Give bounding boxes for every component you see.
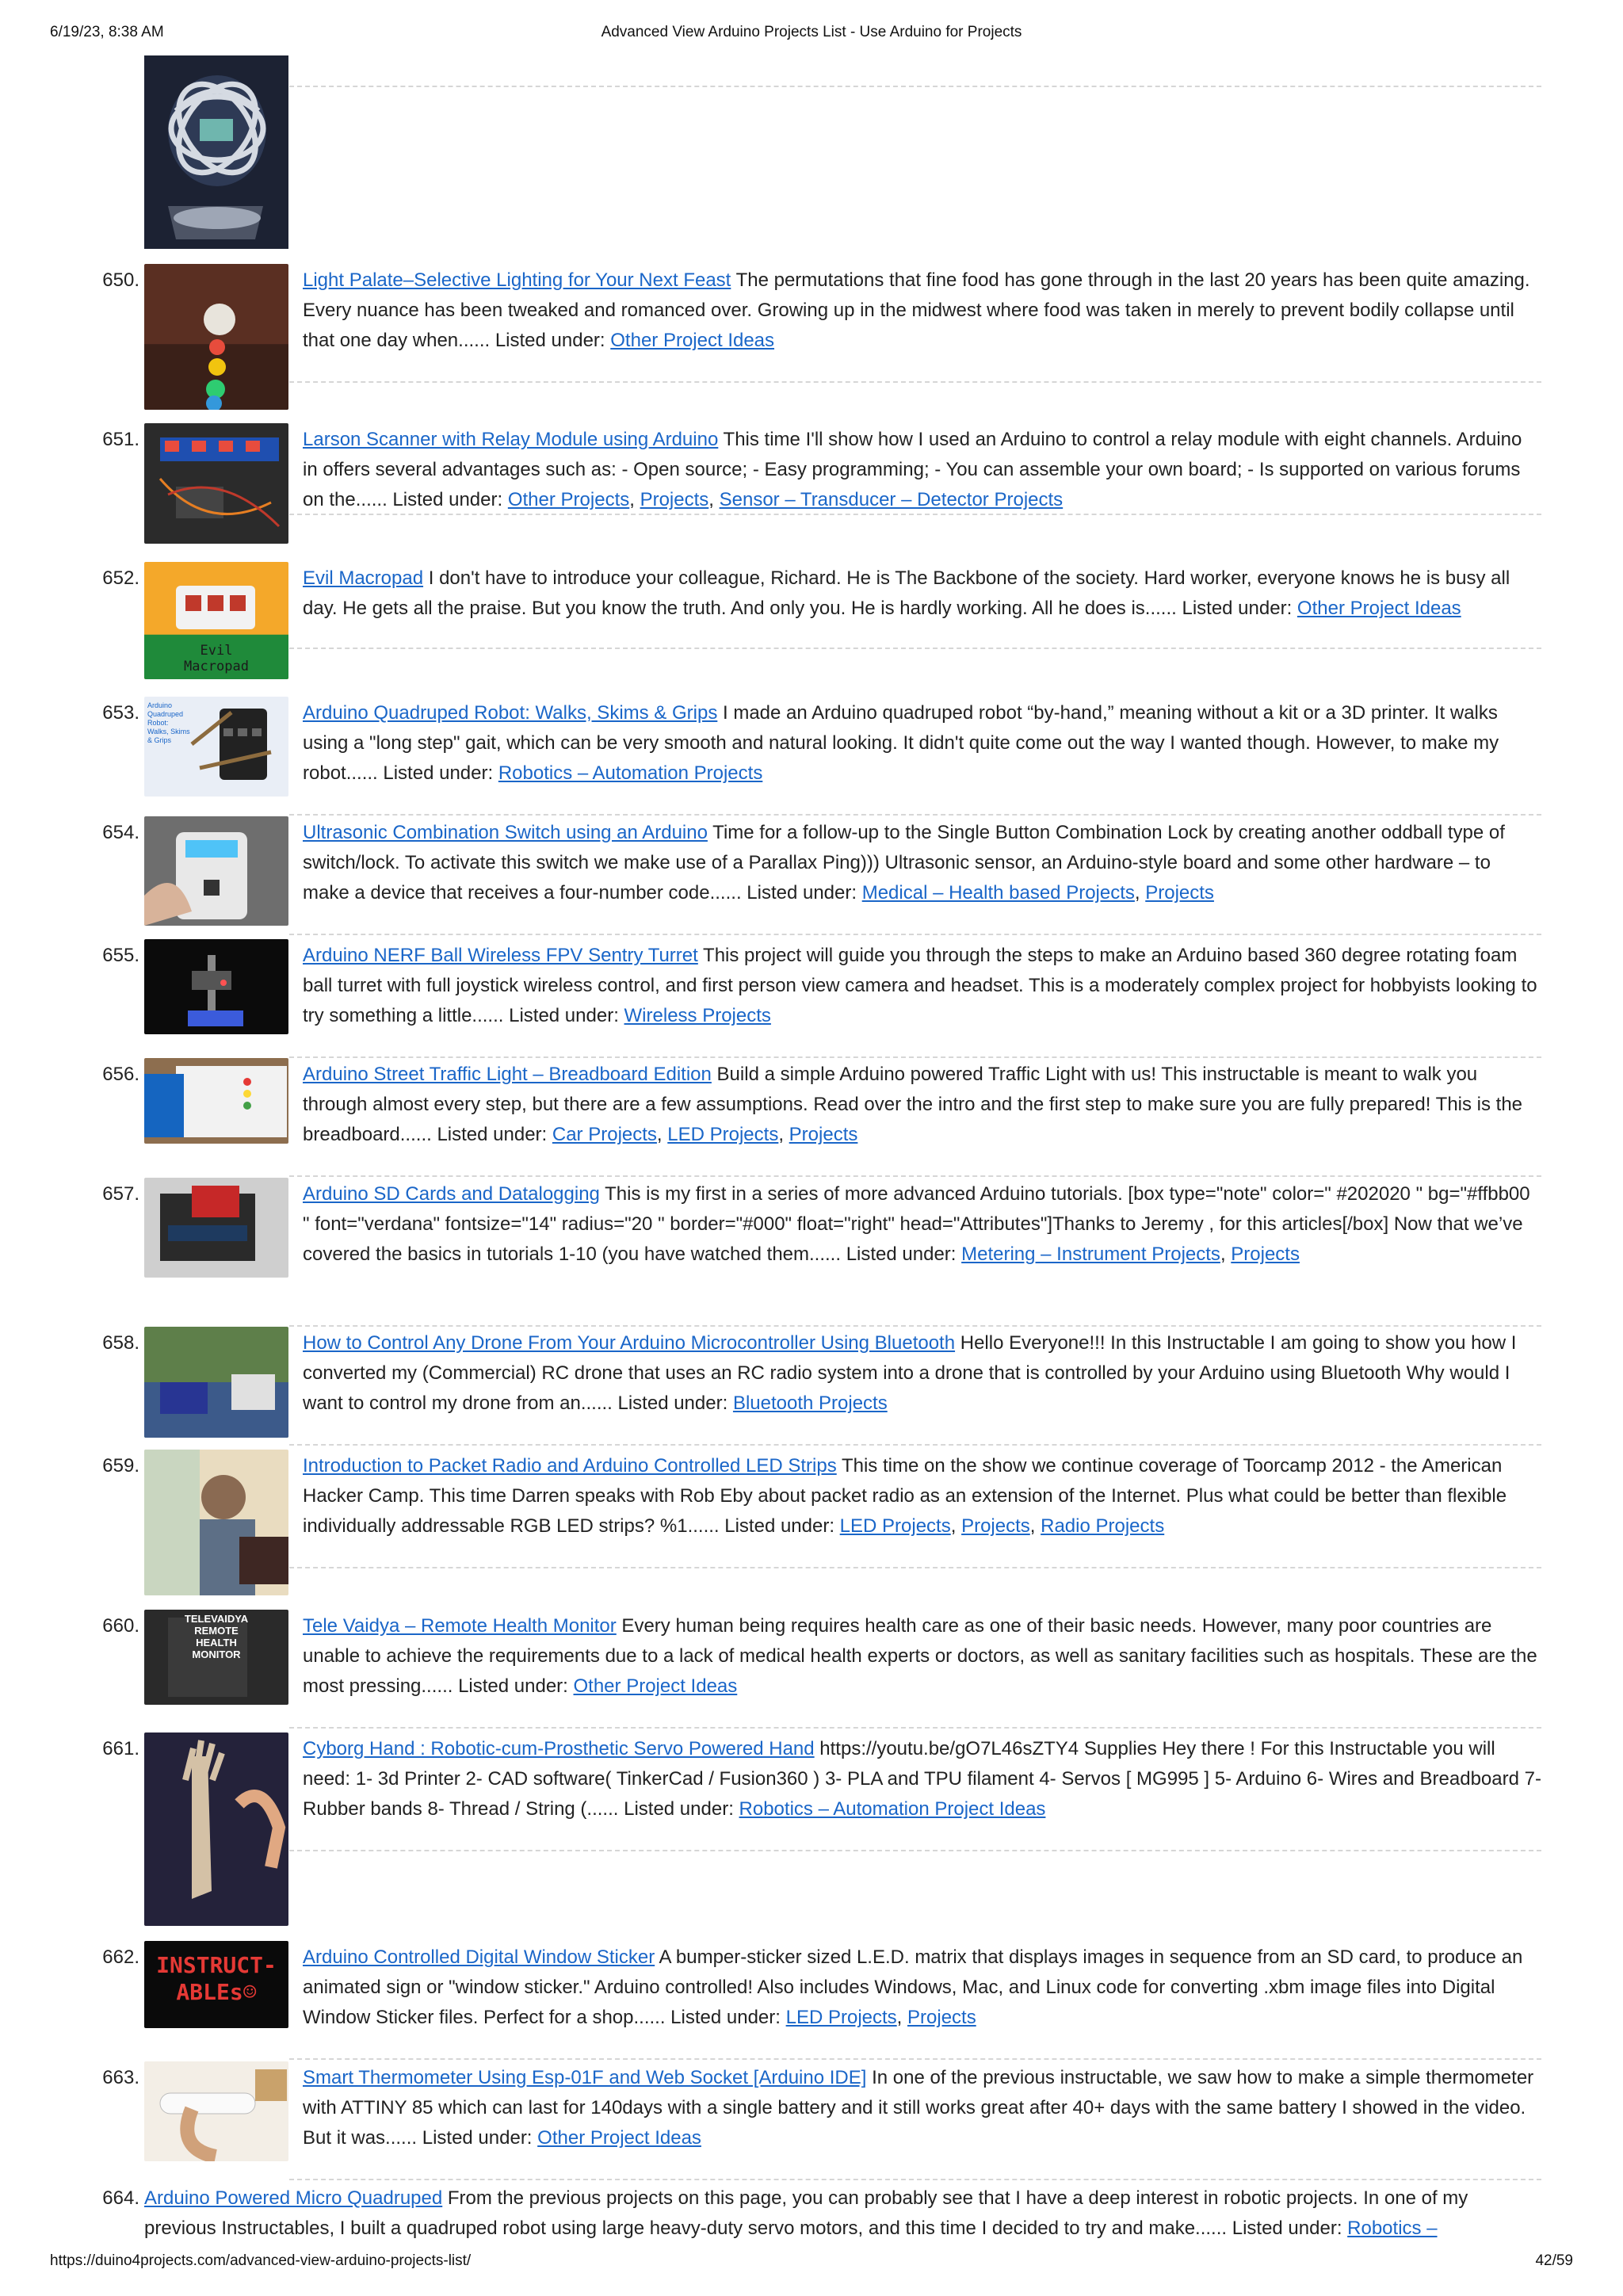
- project-title-link[interactable]: Arduino Street Traffic Light – Breadboard Edition: [303, 1064, 712, 1085]
- project-description: Build a simple Arduino powered Traffic Light with us! This instructable is meant to walk you through almost every step, but there are a few assumptions. Read over the intro and the first step to make sure you are fully prepared! This is the breadboard...... Listed under:: [303, 1064, 1523, 1145]
- category-link[interactable]: LED Projects: [785, 2007, 897, 2028]
- entry-thumbnail[interactable]: [144, 562, 288, 679]
- entry-thumbnail[interactable]: [144, 1058, 288, 1144]
- project-description: This time on the show we continue coverage of Toorcamp 2012 - the American Hacker Camp. This time Darren speaks with Rob Eby about packet radio as an extension of the Internet. Plus what could be better than flexible individually addressable RGB LED strips? %1...... Listed under:: [303, 1455, 1507, 1537]
- project-title-link[interactable]: Larson Scanner with Relay Module using Arduino: [303, 429, 719, 450]
- entry-divider: [289, 1850, 1541, 1851]
- print-url: https://duino4projects.com/advanced-view-arduino-projects-list/: [50, 2252, 472, 2269]
- entry-thumbnail[interactable]: [144, 1450, 288, 1595]
- category-separator: ,: [950, 1515, 962, 1537]
- entry-text: [303, 1060, 1541, 1150]
- category-link[interactable]: Other Project Ideas: [573, 1675, 738, 1697]
- category-link[interactable]: Robotics –: [1347, 2218, 1438, 2239]
- entry-divider: [289, 1567, 1541, 1568]
- thumbnail-caption: TELEVAIDYA REMOTE HEALTH MONITOR: [184, 1613, 249, 1660]
- category-link[interactable]: Projects: [907, 2007, 976, 2028]
- category-separator: ,: [708, 489, 720, 510]
- entry-number: 664.: [102, 2187, 139, 2209]
- entry-text: [303, 941, 1541, 1031]
- entry-divider: [289, 934, 1541, 935]
- print-page-title: Advanced View Arduino Projects List - Use Arduino for Projects: [601, 24, 1022, 40]
- entry-thumbnail-continued[interactable]: [144, 55, 288, 249]
- entry-text: [303, 563, 1541, 624]
- entry-thumbnail[interactable]: [144, 1327, 288, 1438]
- entry-number: 662.: [102, 1946, 139, 1968]
- project-title-link[interactable]: Cyborg Hand : Robotic-cum-Prosthetic Servo Powered Hand: [303, 1738, 815, 1759]
- entry-text: [303, 1734, 1541, 1824]
- thumbnail-caption: Arduino Quadruped Robot: Walks, Skims & Grips: [147, 701, 190, 744]
- entry-divider: [289, 1056, 1541, 1058]
- category-separator: ,: [1134, 882, 1146, 904]
- entry-divider: [289, 1325, 1541, 1327]
- project-description: The permutations that fine food has gone through in the last 20 years has been quite amazing. Every nuance has been tweaked and romanced over. Growing up in the midwest where food was taken in merely to prevent bodily collapse until that one day when...... Listed under:: [303, 269, 1530, 351]
- project-description: I don't have to introduce your colleague, Richard. He is The Backbone of the society. Hard worker, everyone knows he is busy all day. He gets all the praise. But you know the truth. And only you. He is hardly working. All he does is...... Listed under:: [303, 567, 1510, 619]
- entry-text: [144, 2183, 1541, 2244]
- category-link[interactable]: Projects: [1145, 882, 1214, 904]
- category-link[interactable]: Bluetooth Projects: [732, 1392, 888, 1414]
- entry-thumbnail[interactable]: [144, 816, 288, 926]
- entry-text: [303, 1943, 1541, 2033]
- entry-number: 655.: [102, 945, 139, 966]
- entry-text: [303, 266, 1541, 356]
- entry-thumbnail[interactable]: [144, 2061, 288, 2161]
- project-title-link[interactable]: Arduino SD Cards and Datalogging: [303, 1183, 600, 1205]
- category-link[interactable]: Radio Projects: [1041, 1515, 1165, 1537]
- category-link[interactable]: LED Projects: [839, 1515, 951, 1537]
- entry-text: [303, 1328, 1541, 1419]
- entry-divider: [289, 86, 1541, 87]
- category-link[interactable]: Projects: [961, 1515, 1030, 1537]
- entry-divider: [289, 1175, 1541, 1177]
- category-link[interactable]: Other Projects: [507, 489, 630, 510]
- category-separator: ,: [778, 1124, 789, 1145]
- category-link[interactable]: Other Project Ideas: [537, 2127, 701, 2149]
- entry-text: [303, 1611, 1541, 1702]
- entry-number: 651.: [102, 429, 139, 450]
- entry-thumbnail[interactable]: [144, 1178, 288, 1278]
- entry-divider: [289, 2058, 1541, 2060]
- entry-divider: [289, 1444, 1541, 1446]
- project-description: In one of the previous instructable, we saw how to make a simple thermometer with ATTINY 85 which can last for 140days with a single battery and it still works great after 40+ days with the same battery I showed in the video. But it was...... Listed under:: [303, 2067, 1534, 2149]
- category-separator: ,: [896, 2007, 908, 2028]
- entry-thumbnail[interactable]: [144, 423, 288, 544]
- project-title-link[interactable]: Smart Thermometer Using Esp-01F and Web Socket [Arduino IDE]: [303, 2067, 867, 2088]
- category-link[interactable]: Robotics – Automation Projects: [498, 762, 763, 784]
- category-link[interactable]: Wireless Projects: [624, 1005, 771, 1026]
- category-link[interactable]: Sensor – Transducer – Detector Projects: [719, 489, 1064, 510]
- entry-number: 661.: [102, 1738, 139, 1759]
- project-description: A bumper-sticker sized L.E.D. matrix that displays images in sequence from an SD card, to produce an animated sign or "window sticker." Arduino controlled! Also includes Windows, Mac, and Linux code for converting .xbm image files into Digital Window Sticker files. Perfect for a shop...... Listed under:: [303, 1946, 1523, 2028]
- category-link[interactable]: Other Project Ideas: [1296, 598, 1461, 619]
- project-description: This is my first in a series of more advanced Arduino tutorials. [box type="note" color=" #202020 " bg="#ffbb00 " font="verdana" fontsize="14" radius="20 " border="#000" float="right" head="Attributes"]Thanks to Jeremy , for this articles[/box] Now that we’ve covered the basics in tutorials 1-10 (you have watched them...... Listed under:: [303, 1183, 1530, 1265]
- entry-number: 654.: [102, 822, 139, 843]
- project-title-link[interactable]: Introduction to Packet Radio and Arduino Controlled LED Strips: [303, 1455, 837, 1477]
- project-description: This time I'll show how I used an Arduino to control a relay module with eight channels. Arduino in offers several advantages such as: - Open source; - Easy programming; - You can assemble your own board; - Is supported on various forums on the...... Listed under:: [303, 429, 1522, 510]
- category-separator: ,: [1220, 1244, 1232, 1265]
- entry-number: 663.: [102, 2067, 139, 2088]
- project-description: Time for a follow-up to the Single Button Combination Lock by creating another oddball type of switch/lock. To activate this switch we make use of a Parallax Ping))) Ultrasonic sensor, an Arduino-style board and some other hardware – to make a device that receives a four-number code...... Listed under:: [303, 822, 1505, 904]
- entry-text: [303, 2063, 1541, 2153]
- print-datetime: 6/19/23, 8:38 AM: [50, 24, 164, 40]
- project-description: From the previous projects on this page, you can probably see that I have a deep interest in robotic projects. In one of my previous Instructables, I built a quadruped robot using large heavy-duty servo motors, and this time I decided to try and make...... Listed under:: [144, 2187, 1468, 2239]
- entry-text: [303, 1179, 1541, 1270]
- entry-number: 658.: [102, 1332, 139, 1354]
- entry-thumbnail[interactable]: [144, 1610, 288, 1705]
- entry-number: 657.: [102, 1183, 139, 1205]
- entry-text: [303, 1451, 1541, 1541]
- category-link[interactable]: Projects: [789, 1124, 858, 1145]
- print-page-number: 42/59: [1535, 2252, 1573, 2269]
- project-title-link[interactable]: Arduino Controlled Digital Window Sticker: [303, 1946, 655, 1968]
- category-separator: ,: [629, 489, 640, 510]
- project-title-link[interactable]: Evil Macropad: [303, 567, 424, 589]
- project-title-link[interactable]: Arduino Powered Micro Quadruped: [144, 2187, 443, 2209]
- entry-divider: [289, 648, 1541, 649]
- category-link[interactable]: Other Project Ideas: [610, 330, 775, 351]
- entry-text: [303, 818, 1541, 908]
- project-description: Hello Everyone!!! In this Instructable I am going to show you how I converted my (Commercial) RC drone that uses an RC radio system into a drone that is controlled by your Arduino using Bluetooth Why would I want to control my drone from an...... Listed under:: [303, 1332, 1517, 1414]
- project-description: I made an Arduino quadruped robot “by-hand,” meaning without a kit or a 3D printer. It walks using a "long step" gait, which can be very smooth and natural looking. It didn't quite come out the way I wanted though. However, to make my robot...... Listed under:: [303, 702, 1499, 784]
- entry-divider: [289, 381, 1541, 383]
- project-title-link[interactable]: Ultrasonic Combination Switch using an Arduino: [303, 822, 708, 843]
- entry-text: [303, 425, 1541, 515]
- project-description: This project will guide you through the steps to make an Arduino based 360 degree rotating foam ball turret with full joystick wireless control, and first person view camera and headset. This is a moderately complex project for hobbyists looking to try something a little...... Listed under:: [303, 945, 1537, 1026]
- thumbnail-caption: INSTRUCT- ABLEs☺: [156, 1952, 277, 2005]
- entry-number: 652.: [102, 567, 139, 589]
- thumbnail-caption: Evil Macropad: [184, 643, 249, 674]
- category-link[interactable]: Projects: [640, 489, 709, 510]
- category-link[interactable]: Projects: [1231, 1244, 1300, 1265]
- project-description: https://youtu.be/gO7L46sZTY4 Supplies Hey there ! For this Instructable you will need: 1- 3d Printer 2- CAD software( TinkerCad / Fusion360 ) 3- PLA and TPU filament 4- Servos [ MG995 ] 5- Arduino 6- Wires and Breadboard 7- Rubber bands 8- Thread / String (...... Listed under:: [303, 1738, 1541, 1820]
- project-title-link[interactable]: Arduino Quadruped Robot: Walks, Skims & Grips: [303, 702, 718, 724]
- entry-thumbnail[interactable]: [144, 939, 288, 1034]
- project-title-link[interactable]: Tele Vaidya – Remote Health Monitor: [303, 1615, 617, 1637]
- entry-number: 656.: [102, 1064, 139, 1085]
- entry-text: [303, 698, 1541, 789]
- category-link[interactable]: Metering – Instrument Projects: [961, 1244, 1220, 1265]
- entry-number: 659.: [102, 1455, 139, 1477]
- entry-thumbnail[interactable]: [144, 1941, 288, 2028]
- entry-thumbnail[interactable]: [144, 264, 288, 410]
- project-description: Every human being requires health care as one of their basic needs. However, many poor countries are unable to achieve the requirements due to a lack of medical health experts or doctors, as well as sanitary facilities such as hospitals. These are the most pressing...... Listed under:: [303, 1615, 1537, 1697]
- entry-number: 660.: [102, 1615, 139, 1637]
- entry-number: 650.: [102, 269, 139, 291]
- entry-divider: [289, 814, 1541, 816]
- category-link[interactable]: Car Projects: [552, 1124, 657, 1145]
- entry-divider: [289, 2179, 1541, 2180]
- entry-thumbnail[interactable]: [144, 697, 288, 797]
- category-link[interactable]: LED Projects: [667, 1124, 779, 1145]
- project-title-link[interactable]: Light Palate–Selective Lighting for Your Next Feast: [303, 269, 731, 291]
- category-separator: ,: [656, 1124, 668, 1145]
- category-link[interactable]: Medical – Health based Projects: [861, 882, 1135, 904]
- entry-number: 653.: [102, 702, 139, 724]
- entry-divider: [289, 514, 1541, 515]
- project-title-link[interactable]: Arduino NERF Ball Wireless FPV Sentry Turret: [303, 945, 698, 966]
- category-separator: ,: [1029, 1515, 1041, 1537]
- project-title-link[interactable]: How to Control Any Drone From Your Arduino Microcontroller Using Bluetooth: [303, 1332, 956, 1354]
- entry-thumbnail[interactable]: [144, 1733, 288, 1926]
- entry-divider: [289, 1727, 1541, 1729]
- category-link[interactable]: Robotics – Automation Project Ideas: [739, 1798, 1046, 1820]
